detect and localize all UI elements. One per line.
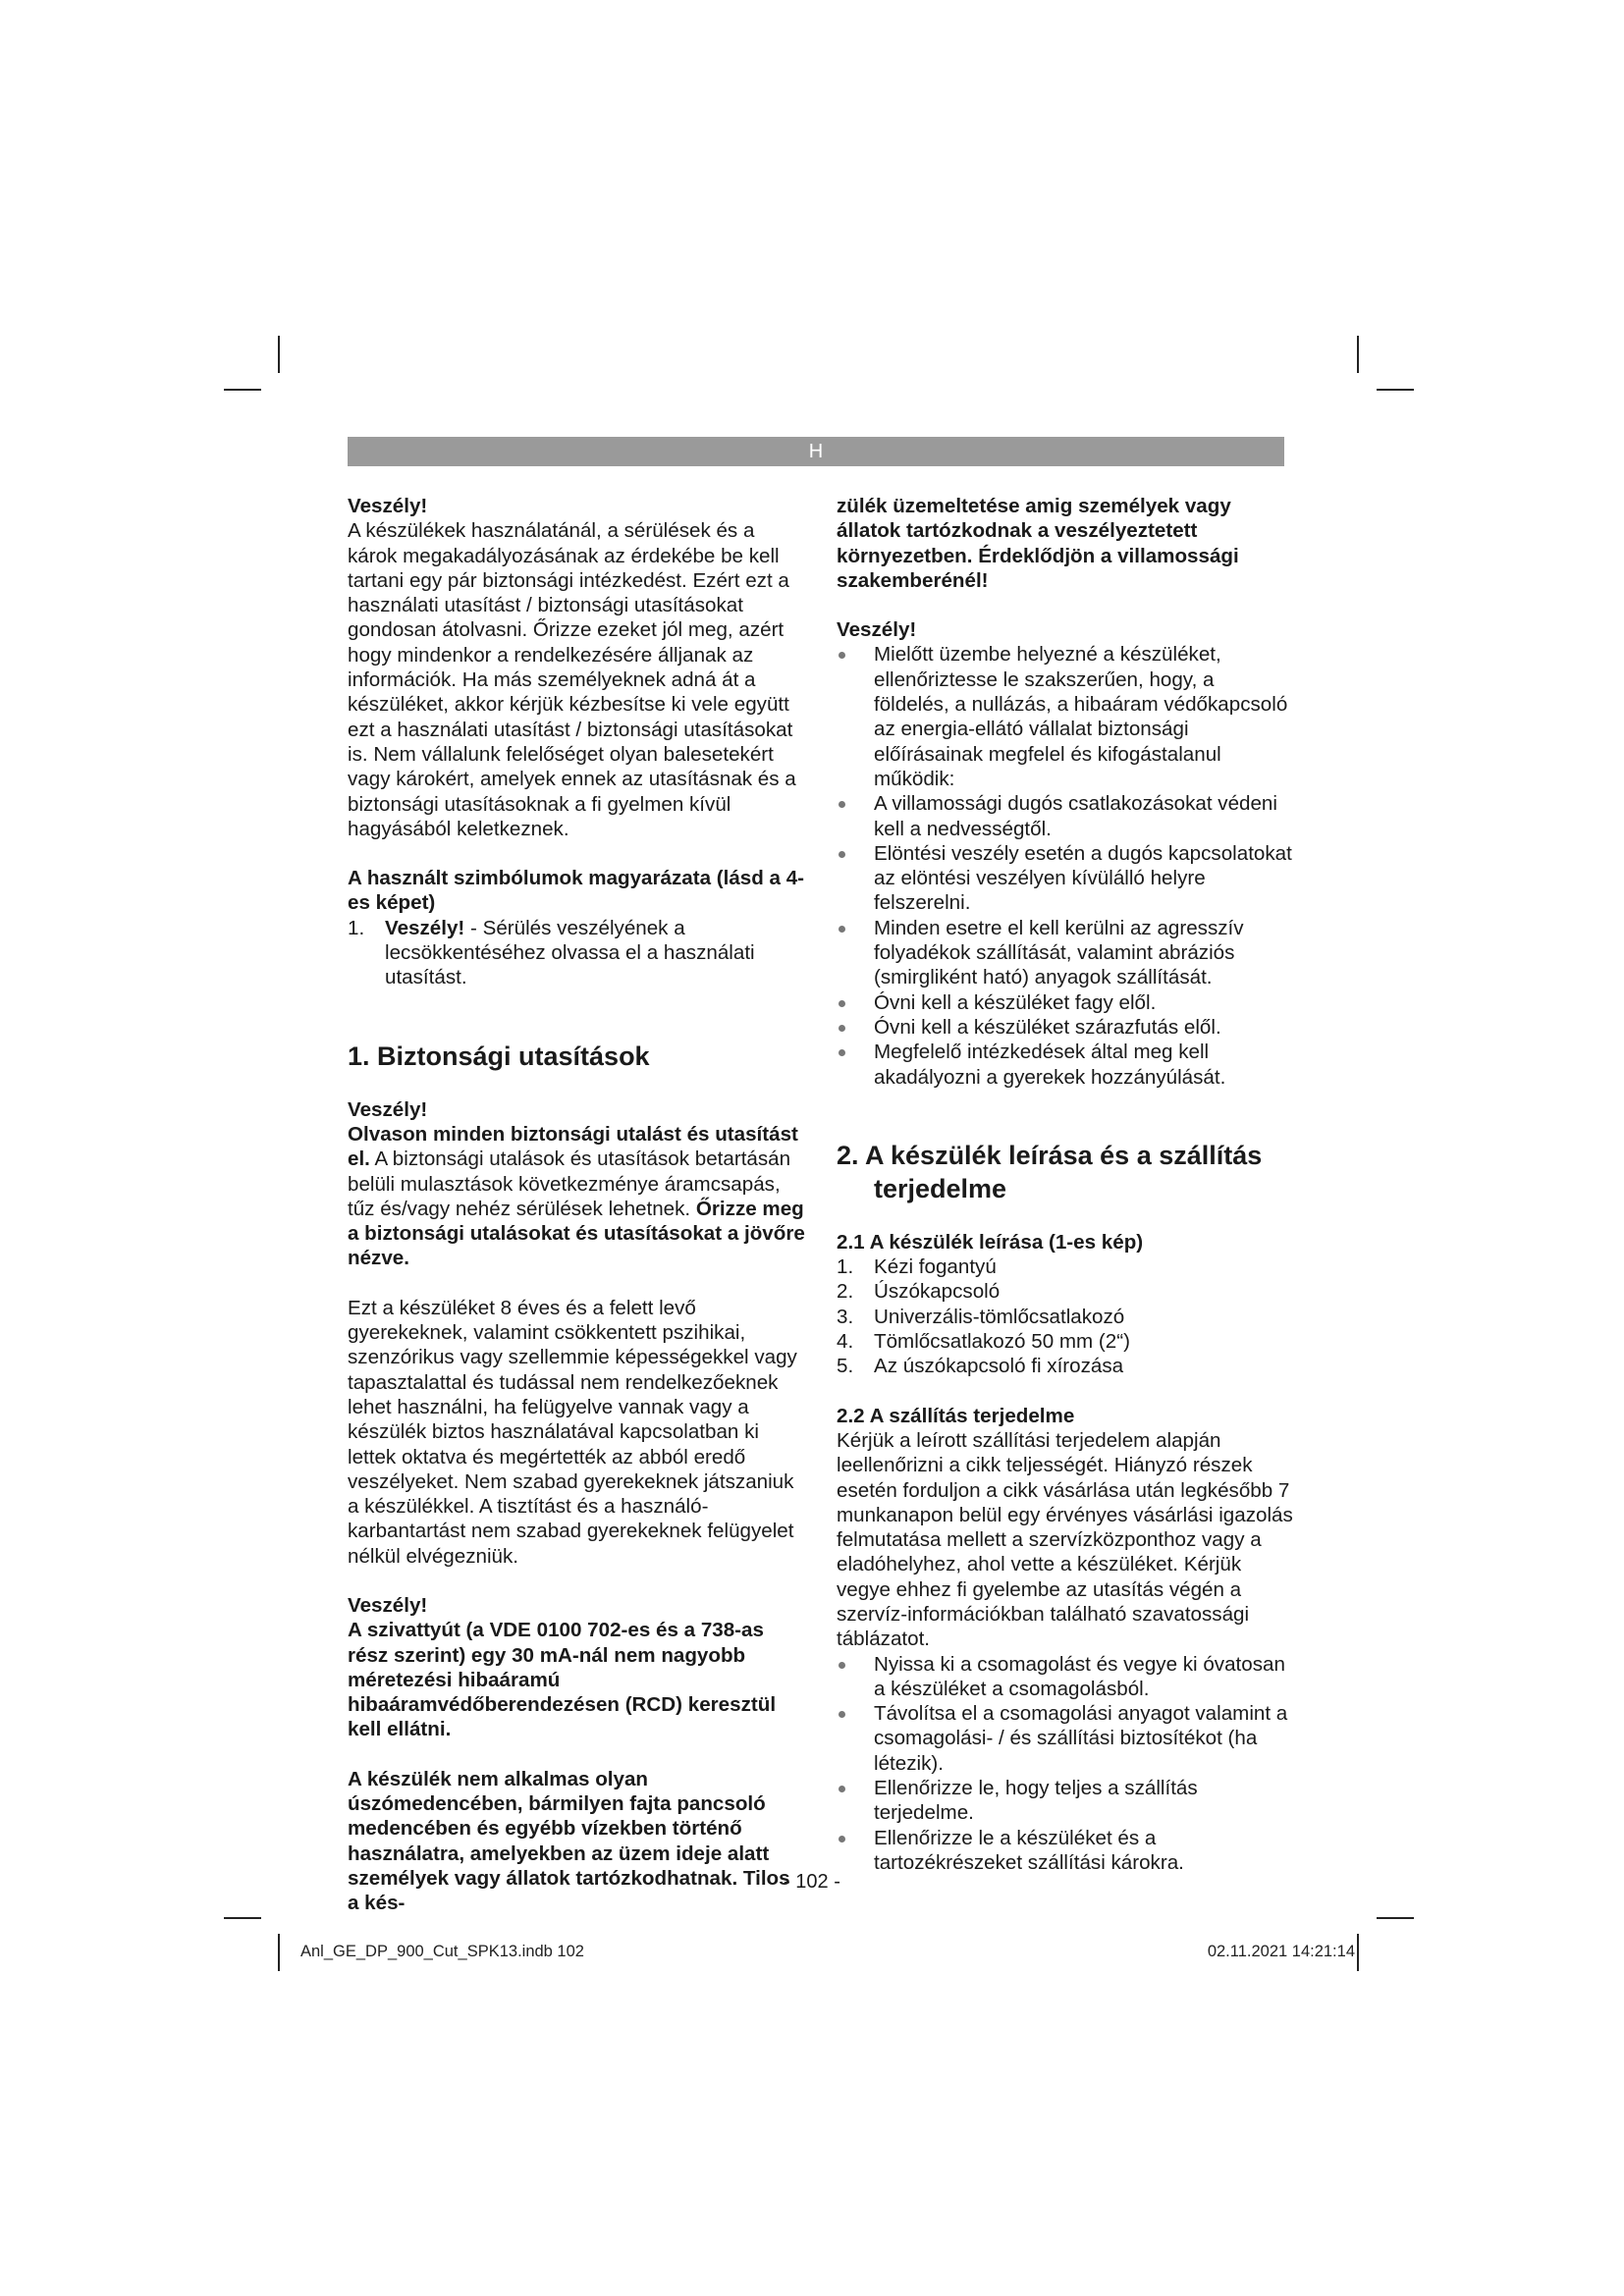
parts-list: [837, 1255, 1294, 1378]
symbols-title: A használt szimbólumok magyarázata (lásd a 4-es képet): [348, 867, 805, 915]
bullet-icon: [839, 652, 845, 659]
crop-mark: [1377, 1917, 1414, 1919]
crop-mark: [224, 1917, 261, 1919]
delivery-paragraph: Kérjük a leírott szállítási terjedelem alapján leellenőrizni a cikk teljességét. Hiányzó részek esetén forduljon a cikk vásárlása után legkésőbb 7 munkanapon belül egy érvényes vásárlási igazolás felmutatása mellett a szervízközponthoz vagy a eladóhelyhez, ahol vette a készüléket. Kérjük vegye ehhez fi gyelembe az utasítás végén a szervíz-információkban található szavatossági táblázatot.: [837, 1428, 1293, 1651]
list-item: 2. Úszókapcsoló: [837, 1280, 1001, 1304]
bold-text: Olvason minden biztonsági utalást és utasítást el.: [348, 1122, 798, 1171]
list-item: Óvni kell a készüléket fagy elől.: [837, 990, 1294, 1015]
danger-label: Veszély!: [385, 916, 465, 939]
bullet-icon: [839, 1662, 845, 1669]
danger-title: Veszély!: [348, 1593, 428, 1617]
list-number: 1.: [348, 916, 365, 939]
list-item: Ellenőrizze le, hogy teljes a szállítás terjedelme.: [837, 1776, 1294, 1826]
crop-mark: [1377, 389, 1414, 391]
bold-text: Őrizze meg a biztonsági utalásokat és utasításokat a jövőre nézve.: [348, 1197, 805, 1270]
bullet-icon: [839, 851, 845, 858]
safety-paragraph: [348, 1122, 805, 1271]
footer-datetime: 02.11.2021 14:21:14: [1207, 1943, 1355, 1960]
crop-mark: [278, 336, 280, 373]
danger-title: Veszély!: [348, 1097, 428, 1121]
footer-filename: Anl_GE_DP_900_Cut_SPK13.indb 102: [300, 1943, 584, 1960]
list-item: 4. Tömlőcsatlakozó 50 mm (2“): [837, 1330, 1130, 1354]
page-number: - 102 -: [784, 1871, 840, 1893]
crop-mark: [1357, 1934, 1359, 1971]
delivery-bullet-list: [837, 1652, 1294, 1876]
list-item: Ellenőrizze le a készüléket és a tartozékrészeket szállítási károkra.: [837, 1826, 1294, 1876]
children-paragraph: Ezt a készüléket 8 éves és a felett levő gyerekeknek, valamint csökkentett pszihikai, szenzórikus vagy szellemmie képességekkel vagy tapasztalattal és tudással nem rendelkezőeknek lehet használni, ha felügyelve vannak vagy a készülék biztos használatával kapcsolatban ki lettek oktatva és megértették az abból eredő veszélyeket. Nem szabad gyerekeknek játszaniuk a készülékkel. A tisztítást és a használó-karbantartást nem szabad gyerekeknek felügyelet nélkül elvégezniük.: [348, 1296, 797, 1568]
list-item: [348, 916, 805, 990]
crop-mark: [224, 389, 261, 391]
crop-mark: [278, 1934, 280, 1971]
bullet-icon: [839, 1000, 845, 1007]
bullet-icon: [839, 1049, 845, 1056]
left-column: [348, 494, 805, 1916]
subsection-heading-delivery: 2.2 A szállítás terjedelme: [837, 1404, 1075, 1427]
list-item: Elöntési veszély esetén a dugós kapcsolatokat az elöntési veszélyen kívülálló helyre felszerelni.: [837, 841, 1294, 916]
symbols-list: [348, 916, 805, 990]
list-item: 1. Kézi fogantyú: [837, 1255, 997, 1279]
body-text: A biztonsági utalások és utasítások betartásán belüli mulasztások következménye áramcsapás, tűz és/vagy nehéz sérülések lehetnek.: [348, 1148, 791, 1220]
list-item: A villamossági dugós csatlakozásokat védeni kell a nedvességtől.: [837, 791, 1294, 841]
language-header-bar: H: [348, 437, 1284, 466]
pool-warning-paragraph: A készülék nem alkalmas olyan úszómedencében, bármilyen fajta pancsoló medencében és egyébb vízekben történő használatra, amelyekben az üzem ideje alatt személyek vagy állatok tartózkodhatnak. Tilos a kés-: [348, 1767, 790, 1915]
bullet-icon: [839, 1836, 845, 1842]
list-text: - Sérülés veszélyének a lecsökkentéséhez olvassa el a használati utasítást.: [385, 916, 755, 989]
bullet-icon: [839, 801, 845, 808]
bullet-icon: [839, 926, 845, 933]
section-heading-description: 2. A készülék leírása és a szállítás terjedelme: [837, 1140, 1263, 1203]
danger-bullet-list: [837, 642, 1294, 1089]
right-column: [837, 494, 1294, 1875]
list-item: Minden esetre el kell kerülni az agresszív folyadékok szállítását, valamint abráziós (smirgliként ható) anyagok szállítását.: [837, 916, 1294, 990]
rcd-paragraph: A szivattyút (a VDE 0100 702-es és a 738-as rész szerint) egy 30 mA-nál nem nagyobb méretezési hibaáramú hibaáramvédőberendezésen (RCD) keresztül kell ellátni.: [348, 1619, 777, 1741]
bullet-icon: [839, 1025, 845, 1032]
list-item: Megfelelő intézkedések által meg kell akadályozni a gyerekek hozzányúlását.: [837, 1040, 1294, 1090]
bullet-icon: [839, 1786, 845, 1792]
bullet-icon: [839, 1711, 845, 1718]
danger-title: Veszély!: [837, 618, 917, 642]
crop-mark: [1357, 336, 1359, 373]
list-item: Távolítsa el a csomagolási anyagot valamint a csomagolási- / és szállítási biztosítékot (ha létezik).: [837, 1701, 1294, 1776]
list-item: 3. Univerzális-tömlőcsatlakozó: [837, 1305, 1125, 1328]
list-item: Óvni kell a készüléket szárazfutás elől.: [837, 1015, 1294, 1040]
subsection-heading-description: 2.1 A készülék leírása (1-es kép): [837, 1230, 1144, 1254]
list-item: Nyissa ki a csomagolást és vegye ki óvatosan a készüléket a csomagolásból.: [837, 1652, 1294, 1702]
list-item: 5. Az úszókapcsoló fi xírozása: [837, 1355, 1124, 1378]
continued-warning: zülék üzemeltetése amig személyek vagy állatok tartózkodnak a veszélyeztetett környezetben. Érdeklődjön a villamossági szakemberénél!: [837, 495, 1239, 592]
danger-title: Veszély!: [348, 495, 428, 517]
intro-paragraph: A készülékek használatánál, a sérülések és a károk megakadályozásának az érdekébe be kell tartani egy pár biztonsági intézkedést. Ezért ezt a használati utasítást / biztonsági utasításokat gondosan átolvasni. Őrizze ezeket jól meg, azért hogy mindenkor a rendelkezésére álljanak az információk. Ha más személyeknek adná át a készüléket, akkor kérjük kézbesítse ki vele együtt ezt a használati utasítást / biztonsági utasításokat is. Nem vállalunk felelőséget olyan balesetekért vagy károkért, amelyek ennek az utasításnak és a biztonsági utasításoknak a fi gyelmen kívül hagyásából keletkeznek.: [348, 519, 796, 840]
section-heading-safety: 1. Biztonsági utasítások: [348, 1041, 650, 1071]
list-item: Mielőtt üzembe helyezné a készüléket, ellenőriztesse le szakszerűen, hogy, a földelés, a nullázás, a hibaáram védőkapcsoló az energia-ellátó vállalat biztonsági előírásainak megfelel és kifogástalanul működik:: [837, 642, 1294, 791]
